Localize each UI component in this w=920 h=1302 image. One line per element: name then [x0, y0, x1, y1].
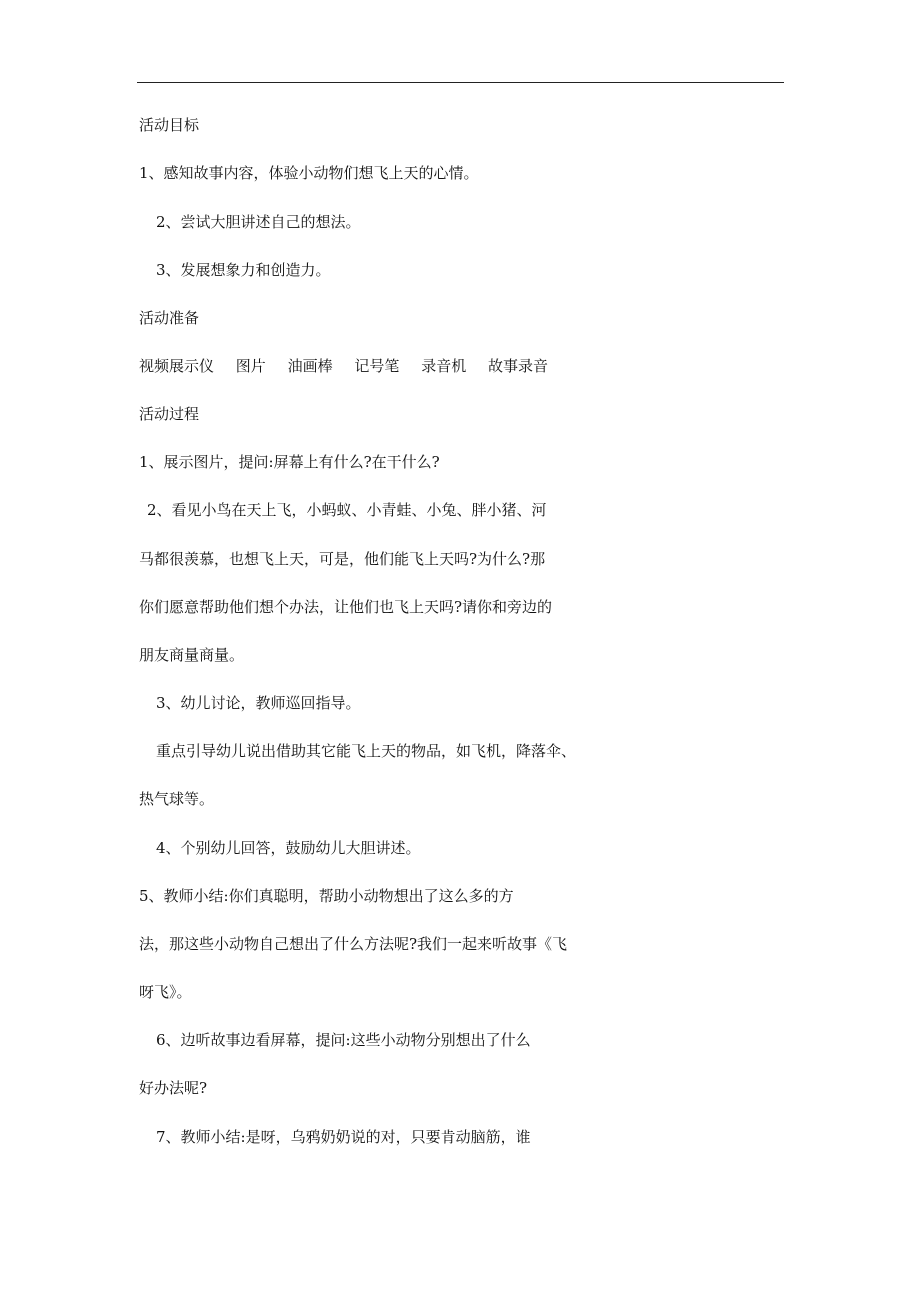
prep-item: 录音机: [421, 357, 467, 375]
process-line: 3、幼儿讨论，教师巡回指导。: [156, 694, 361, 712]
process-line: 7、教师小结:是呀，乌鸦奶奶说的对，只要肯动脑筋，谁: [156, 1128, 531, 1146]
process-line: 1、展示图片，提问:屏幕上有什么?在干什么?: [139, 453, 440, 471]
process-line: 法，那这些小动物自己想出了什么方法呢?我们一起来听故事《飞: [139, 935, 568, 953]
prep-items: [139, 356, 548, 376]
process-line: 2、看见小鸟在天上飞，小蚂蚁、小青蛙、小兔、胖小猪、河: [147, 501, 547, 519]
process-line: 热气球等。: [139, 790, 215, 808]
prep-item: 油画棒: [287, 357, 333, 375]
prep-item: 记号笔: [354, 357, 400, 375]
process-line: 呀飞》。: [139, 983, 192, 1001]
process-line: 重点引导幼儿说出借助其它能飞上天的物品，如飞机，降落伞、: [156, 742, 577, 760]
process-line: 你们愿意帮助他们想个办法，让他们也飞上天吗?请你和旁边的: [139, 598, 553, 616]
process-heading: 活动过程: [139, 405, 200, 423]
goals-heading: 活动目标: [139, 116, 200, 134]
process-line: 好办法呢?: [139, 1079, 208, 1097]
process-line: 马都很羡慕，也想飞上天，可是，他们能飞上天吗?为什么?那: [139, 550, 546, 568]
goal-item-1: 1、感知故事内容，体验小动物们想飞上天的心情。: [139, 164, 479, 182]
process-line: 6、边听故事边看屏幕，提问:这些小动物分别想出了什么: [156, 1031, 531, 1049]
goal-item-3: 3、发展想象力和创造力。: [156, 261, 331, 279]
prep-item: 视频展示仪: [139, 357, 215, 375]
process-line: 4、个别幼儿回答，鼓励幼儿大胆讲述。: [156, 839, 421, 857]
prep-item: 故事录音: [487, 357, 548, 375]
process-line: 5、教师小结:你们真聪明，帮助小动物想出了这么多的方: [139, 887, 514, 905]
prep-heading: 活动准备: [139, 309, 200, 327]
process-line: 朋友商量商量。: [139, 646, 245, 664]
prep-item: 图片: [235, 357, 266, 375]
header-rule: [137, 82, 784, 83]
goal-item-2: 2、尝试大胆讲述自己的想法。: [156, 213, 361, 231]
